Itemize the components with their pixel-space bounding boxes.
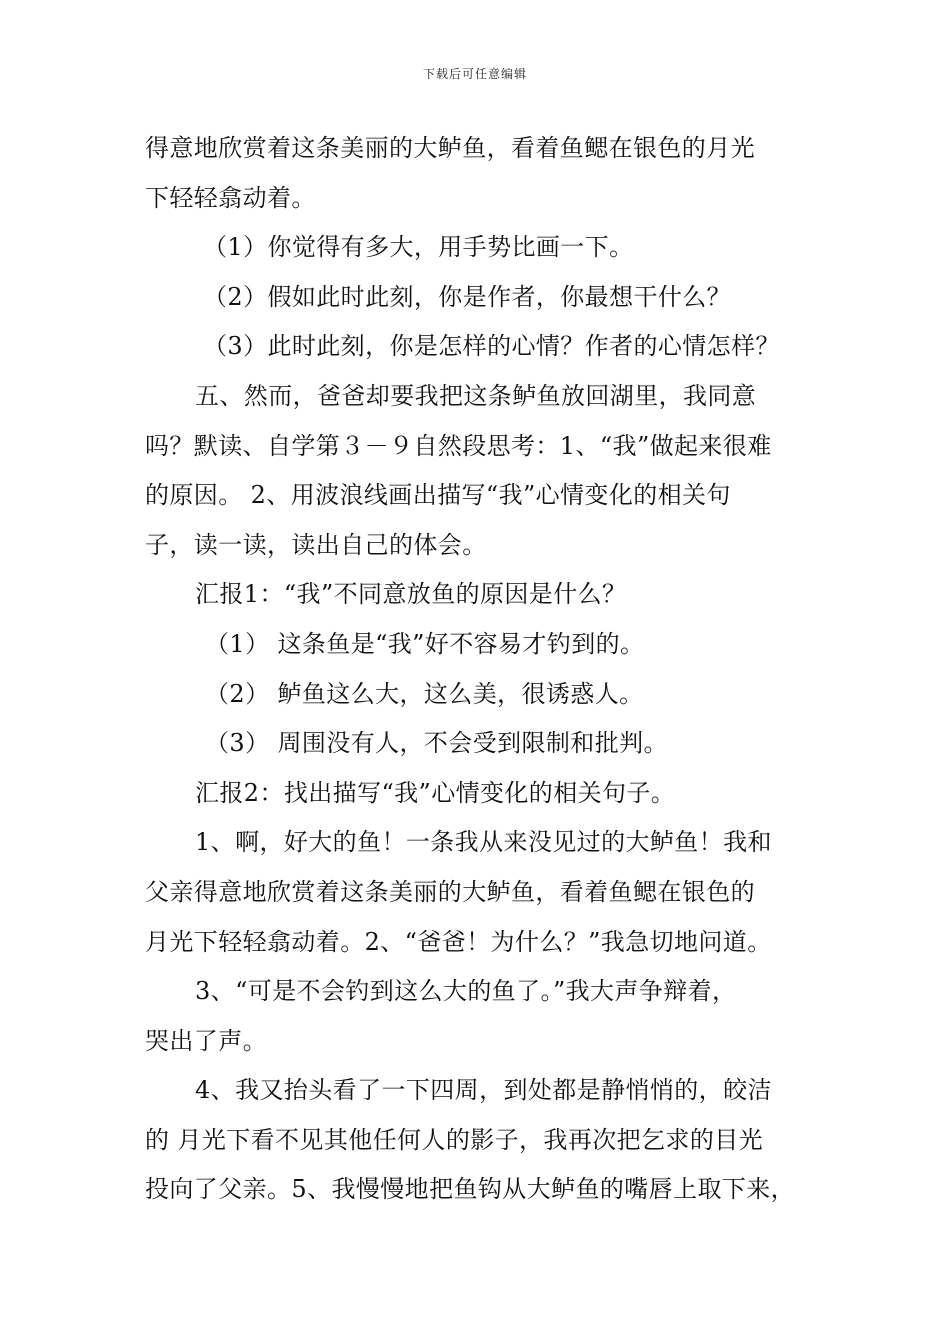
- paragraph-line: 4、我又抬头看了一下四周，到处都是静悄悄的，皎洁: [195, 1076, 772, 1105]
- paragraph-line: 得意地欣赏着这条美丽的大鲈鱼，看着鱼鳃在银色的月光: [145, 134, 755, 162]
- paragraph-line: 的 月光下看不见其他任何人的影子，我再次把乞求的目光: [145, 1125, 764, 1154]
- paragraph-line: 1、啊，好大的鱼！一条我从来没见过的大鲈鱼！我和: [195, 828, 772, 857]
- paragraph-line: 子，读一读，读出自己的体会。: [145, 530, 487, 559]
- question-item: （1）你觉得有多大，用手势比画一下。: [203, 233, 634, 262]
- question-item: （3）此时此刻，你是怎样的心情？作者的心情怎样？: [203, 332, 780, 361]
- report-heading: 汇报1：“我”不同意放鱼的原因是什么？: [195, 580, 627, 609]
- list-item: （2） 鲈鱼这么大，这么美，很诱惑人。: [205, 679, 644, 708]
- list-item: （1） 这条鱼是“我”好不容易才钓到的。: [205, 629, 645, 658]
- paragraph-line: 下轻轻翕动着。: [145, 183, 316, 212]
- paragraph-line: 3、“可是不会钓到这么大的鱼了。”我大声争辩着，: [195, 977, 737, 1006]
- report-heading: 汇报2：找出描写“我”心情变化的相关句子。: [195, 778, 676, 807]
- paragraph-line: 月光下轻轻翕动着。2、“爸爸！为什么？”我急切地问道。: [145, 927, 772, 956]
- section-heading: 五、然而，爸爸却要我把这条鲈鱼放回湖里，我同意: [195, 381, 757, 410]
- document-body: [145, 124, 825, 1215]
- paragraph-line: 吗？默读、自学第３－９自然段思考：1、“我”做起来很难: [145, 431, 772, 460]
- paragraph-line: 的原因。 2、用波浪线画出描写“我”心情变化的相关句: [145, 481, 731, 510]
- page-header: 下载后可任意编辑: [422, 67, 527, 81]
- paragraph-line: 哭出了声。: [145, 1026, 267, 1055]
- question-item: （2）假如此时此刻，你是作者，你最想干什么？: [203, 282, 732, 311]
- paragraph-line: 父亲得意地欣赏着这条美丽的大鲈鱼，看着鱼鳃在银色的: [145, 877, 755, 906]
- list-item: （3） 周围没有人，不会受到限制和批判。: [205, 729, 668, 758]
- paragraph-line: 投向了父亲。5、我慢慢地把鱼钩从大鲈鱼的嘴唇上取下来，: [145, 1175, 796, 1204]
